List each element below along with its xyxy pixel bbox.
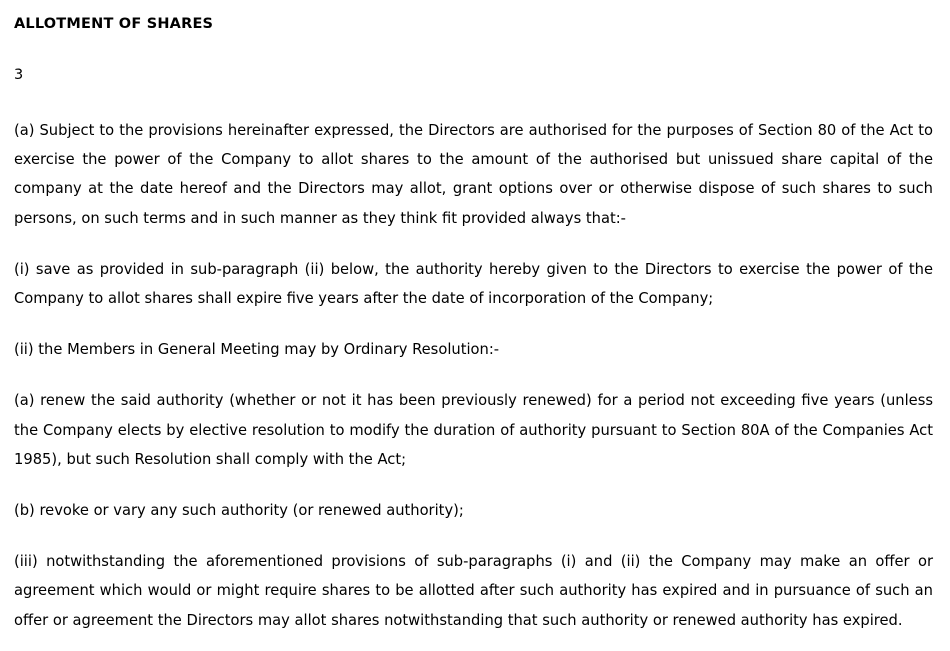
page-title: ALLOTMENT OF SHARES (14, 16, 214, 32)
clause-number: 3 (14, 67, 24, 83)
paragraph-a-renew: (a) renew the said authority (whether or not it has been previously renewed) for a period not exceeding five years (unless the Company elects by elective resolution to modify the duration of authority pursuant to Section 80A of the Companies Act 1985), but such Resolution shall comply with the Act; (14, 392, 933, 468)
paragraph-i-save: (i) save as provided in sub-paragraph (ii) below, the authority hereby given to the Directors to exercise the power of the Company to allot shares shall expire five years after the date of incorporation of the Company; (14, 260, 933, 308)
paragraph-b-revoke: (b) revoke or vary any such authority (or renewed authority); (14, 502, 464, 520)
paragraph-iii-notwithstanding: (iii) notwithstanding the aforementioned provisions of sub-paragraphs (i) and (ii) the Company may make an offer or agreement which would or might require shares to be allotted after such authority has expired and in pursuance of such an offer or agreement the Directors may allot shares notwithstanding that such authority or renewed authority has expired. (14, 553, 933, 629)
paragraph-ii-members: (ii) the Members in General Meeting may by Ordinary Resolution:- (14, 341, 500, 359)
paragraph-a-subject: (a) Subject to the provisions hereinafter expressed, the Directors are authorised for the purposes of Section 80 of the Act to exercise the power of the Company to allot shares to the amount of the authorised but unissued share capital of the company at the date hereof and the Directors may allot, grant options over or otherwise dispose of such shares to such persons, on such terms and in such manner as they think fit provided always that:- (14, 122, 933, 227)
